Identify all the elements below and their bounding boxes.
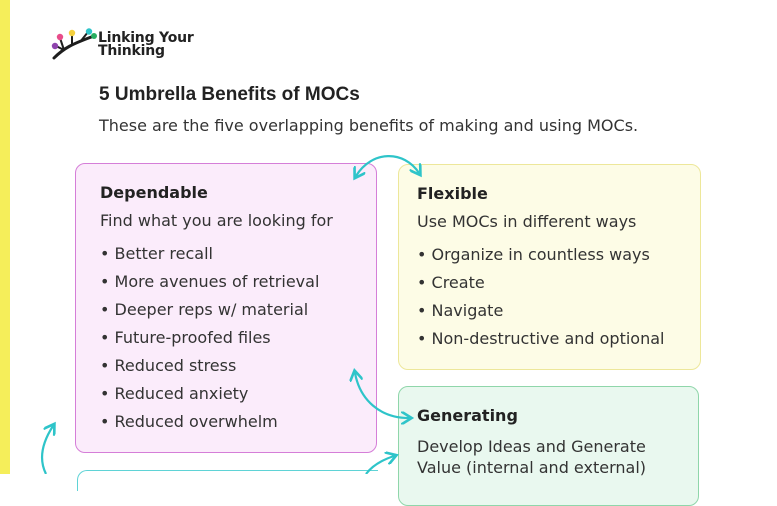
list-item: • Deeper reps w/ material <box>100 300 309 319</box>
logo-text-line1: Linking Your <box>98 30 194 46</box>
list-item-text: Navigate <box>431 301 504 320</box>
brand-logo <box>50 28 210 64</box>
curved-double-arrow-icon <box>42 426 53 474</box>
card-title: Flexible <box>417 184 488 203</box>
list-item-text: More avenues of retrieval <box>114 272 320 291</box>
logo-text-line2: Thinking <box>98 43 165 59</box>
bullet-list <box>417 241 684 353</box>
card-title: Dependable <box>100 183 208 202</box>
list-item-text: Organize in countless ways <box>431 245 650 264</box>
list-item: • Reduced stress <box>100 356 237 375</box>
list-item-text: Reduced overwhelm <box>114 412 278 431</box>
card-title: Generating <box>417 406 518 425</box>
list-item-text: Future-proofed files <box>114 328 271 347</box>
card-description: Develop Ideas and Generate Value (internal and external) <box>417 437 647 477</box>
list-item: • Reduced anxiety <box>100 384 249 403</box>
list-item: • Create <box>417 273 485 292</box>
left-accent-strip <box>0 0 10 474</box>
list-item-text: Reduced stress <box>114 356 237 375</box>
list-item: • Organize in countless ways <box>417 245 650 264</box>
logo-wordmark <box>98 32 194 58</box>
list-item: • More avenues of retrieval <box>100 272 320 291</box>
list-item-text: Reduced anxiety <box>114 384 249 403</box>
list-item-text: Deeper reps w/ material <box>114 300 309 319</box>
list-item: • Better recall <box>100 244 213 263</box>
spark-network-icon <box>50 28 98 64</box>
card-description: Find what you are looking for <box>100 211 333 230</box>
list-item: • Future-proofed files <box>100 328 271 347</box>
page-title: 5 Umbrella Benefits of MOCs <box>99 84 360 105</box>
list-item-text: Create <box>431 273 485 292</box>
list-item-text: Non-destructive and optional <box>431 329 665 348</box>
list-item: • Non-destructive and optional <box>417 329 665 348</box>
card-description: Use MOCs in different ways <box>417 212 637 231</box>
list-item: • Reduced overwhelm <box>100 412 278 431</box>
card-dependable <box>75 163 377 453</box>
page-subtitle: These are the five overlapping benefits of making and using MOCs. <box>99 116 639 135</box>
card-generating <box>398 386 699 506</box>
bullet-list <box>100 240 360 436</box>
card-flexible <box>398 164 701 370</box>
list-item-text: Better recall <box>114 244 213 263</box>
partial-card-bottom <box>77 470 378 491</box>
list-item: • Navigate <box>417 301 504 320</box>
